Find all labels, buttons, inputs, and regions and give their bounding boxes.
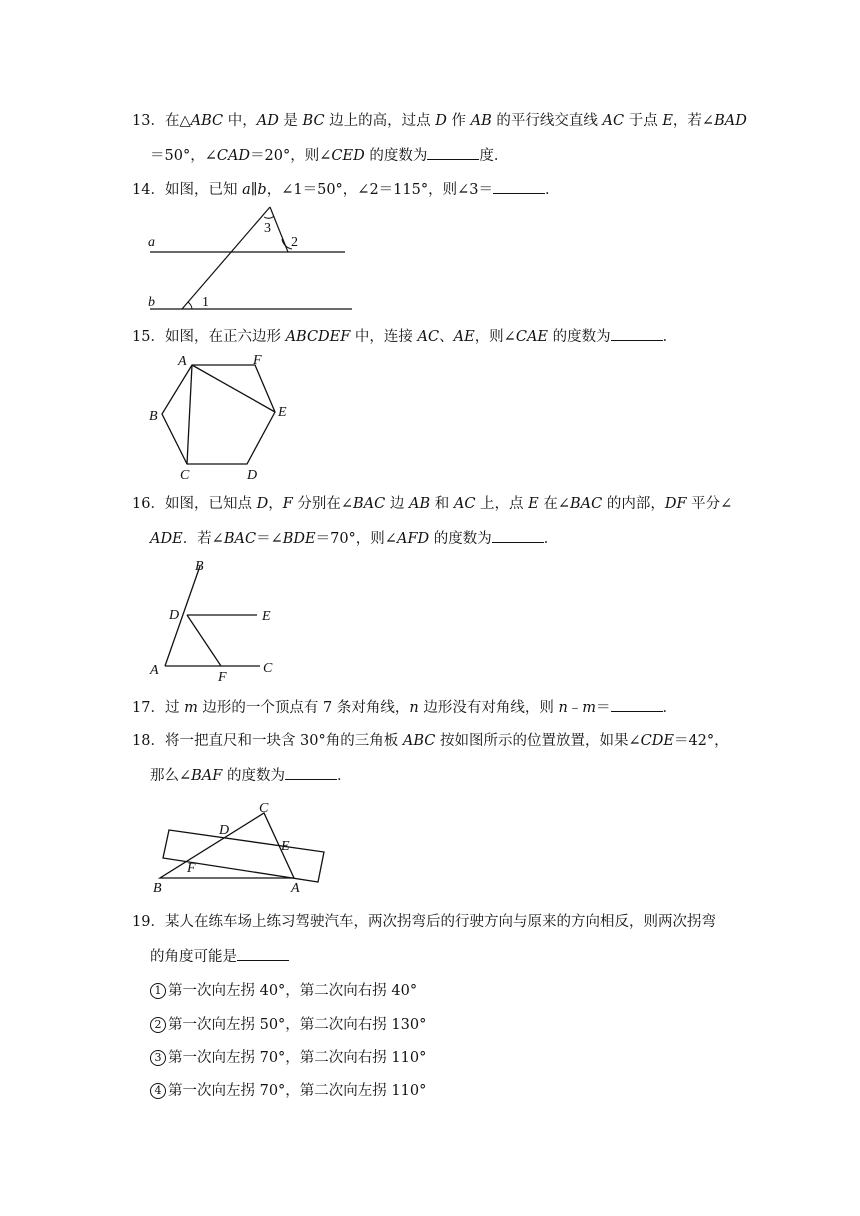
q16-line1: 16．如图，已知点 D，F 分别在∠BAC 边 AB 和 AC 上，点 E 在∠BAC 的内部，DF 平分∠ xyxy=(132,496,733,512)
point-d: D xyxy=(169,608,180,623)
vertex-e: E xyxy=(278,405,287,420)
point-b: B xyxy=(195,559,204,574)
segment-df xyxy=(187,615,221,666)
q15-text: 15．如图，在正六边形 ABCDEF 中，连接 AC、AE，则∠CAE 的度数为 ． xyxy=(132,326,677,347)
point-e: E xyxy=(262,609,271,624)
point-f: F xyxy=(218,670,227,685)
q16-line2: ADE．若∠BAC＝∠BDE＝70°，则∠AFD 的度数为 ． xyxy=(150,528,558,549)
q15-figure xyxy=(145,352,295,482)
answer-blank[interactable] xyxy=(285,765,337,780)
vertex-a: A xyxy=(178,354,187,369)
vertex-c: C xyxy=(180,468,190,483)
answer-blank[interactable] xyxy=(492,528,544,543)
label-angle2: 2 xyxy=(291,235,298,250)
point-e: E xyxy=(281,839,290,854)
q13-line2: ＝50°，∠CAD＝20°，则∠CED 的度数为 度． xyxy=(150,145,508,166)
segment-ae xyxy=(192,365,275,412)
label-b: b xyxy=(148,295,155,310)
answer-blank[interactable] xyxy=(611,697,663,712)
point-f: F xyxy=(187,861,196,876)
answer-blank[interactable] xyxy=(611,326,663,341)
option-number: 4 xyxy=(150,1083,166,1099)
q17-text: 17．过 m 边形的一个顶点有 7 条对角线，n 边形没有对角线，则 n﹣m＝ ． xyxy=(132,697,677,718)
point-d: D xyxy=(219,823,230,838)
vertex-b: B xyxy=(149,409,158,424)
q18-line2: 那么∠BAF 的度数为 ． xyxy=(150,765,351,786)
q19-option-4: 4 第一次向左拐 70°，第二次向左拐 110° xyxy=(150,1081,426,1101)
point-c: C xyxy=(259,801,269,816)
segment-ac xyxy=(187,365,192,464)
vertex-f: F xyxy=(253,353,262,368)
q19-line2: 的角度可能是 xyxy=(150,946,289,967)
q14-figure xyxy=(140,205,360,315)
q18-line1: 18．将一把直尺和一块含 30°角的三角板 ABC 按如图所示的位置放置，如果∠CDE＝42°， xyxy=(132,733,729,749)
q19-option-1: 1 第一次向左拐 40°，第二次向右拐 40° xyxy=(150,981,417,1001)
option-number: 2 xyxy=(150,1017,166,1033)
q19-option-3: 3 第一次向左拐 70°，第二次向右拐 110° xyxy=(150,1048,426,1068)
q13-line1: 13．在△ABC 中，AD 是 BC 边上的高，过点 D 作 AB 的平行线交直线 AC 于点 E，若∠BAD xyxy=(132,113,747,129)
q18-figure xyxy=(145,800,335,895)
option-number: 1 xyxy=(150,983,166,999)
answer-blank[interactable] xyxy=(237,946,289,961)
label-angle3: 3 xyxy=(264,221,271,236)
q19-option-2: 2 第一次向左拐 50°，第二次向右拐 130° xyxy=(150,1015,426,1035)
point-c: C xyxy=(263,661,273,676)
label-a: a xyxy=(148,235,155,250)
point-a: A xyxy=(291,881,300,896)
point-a: A xyxy=(150,663,159,678)
point-b: B xyxy=(153,881,162,896)
option-number: 3 xyxy=(150,1050,166,1066)
label-angle1: 1 xyxy=(202,295,209,310)
transversal xyxy=(182,207,270,309)
q19-line1: 19．某人在练车场上练习驾驶汽车，两次拐弯后的行驶方向与原来的方向相反，则两次拐弯 xyxy=(132,914,716,930)
q14-text: 14．如图，已知 a∥b，∠1＝50°，∠2＝115°，则∠3＝ ． xyxy=(132,179,559,200)
q16-figure xyxy=(145,558,285,683)
vertex-d: D xyxy=(247,468,258,483)
answer-blank[interactable] xyxy=(493,179,545,194)
answer-blank[interactable] xyxy=(427,145,479,160)
